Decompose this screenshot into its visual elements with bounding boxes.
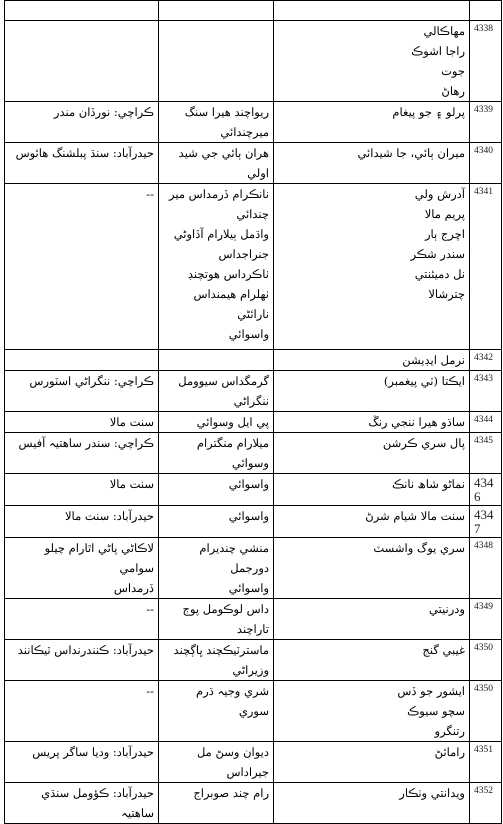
entry-number: 4345 <box>474 436 493 446</box>
title-cell <box>274 102 470 143</box>
publisher-line: ڪراچي: نورڏان مندر <box>53 105 154 119</box>
title-cell <box>274 184 470 350</box>
publisher-cell <box>5 1 159 21</box>
title-line: رهاڻ <box>441 84 465 98</box>
author-line: ننگراڻي <box>233 394 269 408</box>
publisher-line: سنت مالا <box>109 415 154 429</box>
publisher-cell <box>5 783 159 824</box>
title-line: ويدانتي وٺڪار <box>399 786 465 800</box>
publisher-cell <box>5 742 159 783</box>
author-cell <box>159 599 274 640</box>
publisher-line: حيدرآباد: ڪنندرنداس ٽيڪانند <box>17 643 154 657</box>
catalog-row <box>5 143 502 184</box>
title-line: غيبي گنج <box>422 643 465 657</box>
publisher-cell <box>5 102 159 143</box>
author-line: واسوائي <box>228 581 269 595</box>
entry-number: 4342 <box>474 353 493 363</box>
publisher-cell <box>5 506 159 538</box>
author-line: ميرچندائي <box>220 125 269 139</box>
title-line: پريم مالا <box>424 207 465 221</box>
title-cell <box>274 506 470 538</box>
entry-number-cell <box>470 143 502 184</box>
catalog-row <box>5 599 502 640</box>
entry-number-cell <box>470 412 502 433</box>
title-line: راجا اشوڪ <box>411 44 465 58</box>
catalog-row <box>5 184 502 350</box>
title-cell <box>274 538 470 599</box>
author-cell <box>159 538 274 599</box>
title-line: ايڪتا (ٽي پيغمبر) <box>383 374 465 388</box>
author-line: جنراجداس <box>218 247 269 261</box>
catalog-table <box>4 0 502 824</box>
entry-number-cell <box>470 538 502 599</box>
title-line: نل دميئنتي <box>414 267 465 281</box>
author-line: هران ٻائي جي شيد اولي <box>178 146 269 180</box>
title-cell <box>274 599 470 640</box>
title-cell <box>274 412 470 433</box>
author-cell <box>159 433 274 474</box>
author-line: چندائي <box>236 207 269 221</box>
author-cell <box>159 474 274 506</box>
publisher-line: -- <box>146 187 154 201</box>
catalog-row <box>5 412 502 433</box>
author-cell <box>159 1 274 21</box>
publisher-cell <box>5 538 159 599</box>
author-line: ديوان وسڻ مل <box>196 745 269 759</box>
entry-number-cell <box>470 599 502 640</box>
title-line: سري يوگ واشسٽ <box>373 541 465 555</box>
entry-number: 4341 <box>474 187 493 197</box>
publisher-line: حيدرآباد: وديا ساگر پريس <box>32 745 154 759</box>
entry-number-cell <box>470 184 502 350</box>
title-line: ميران ٻائي، جا شيدائي <box>357 146 465 160</box>
title-line: سچو سيوڪ <box>407 704 465 718</box>
author-line: ريواچند هيرا سنگ <box>184 105 269 119</box>
catalog-row <box>5 506 502 538</box>
title-cell <box>274 21 470 102</box>
catalog-row <box>5 742 502 783</box>
entry-number: 4340 <box>474 146 493 156</box>
author-line: منشي چنديرام دورجمل <box>199 541 269 575</box>
entry-number: 4344 <box>474 415 493 425</box>
entry-number: 4339 <box>474 105 493 115</box>
title-cell <box>274 371 470 412</box>
title-cell <box>274 783 470 824</box>
author-line: جيراداس <box>226 765 269 779</box>
title-line: ساڌو هيرا ننجي رنڱ <box>368 415 465 429</box>
entry-number: 4351 <box>474 745 493 755</box>
entry-number-cell <box>470 350 502 371</box>
entry-number-cell <box>470 371 502 412</box>
author-line: واسوائي <box>228 477 269 491</box>
entry-number-cell <box>470 474 502 506</box>
publisher-cell <box>5 433 159 474</box>
author-cell <box>159 350 274 371</box>
entry-number: 434 7 <box>474 507 494 536</box>
catalog-row <box>5 102 502 143</box>
author-line: داس لوڪومل پوڄ <box>182 602 269 616</box>
title-cell <box>274 474 470 506</box>
title-line: چترشالا <box>428 287 465 301</box>
entry-number: 4338 <box>474 24 493 34</box>
catalog-body <box>5 1 502 824</box>
catalog-row <box>5 538 502 599</box>
entry-number: 4352 <box>474 786 493 796</box>
title-line: آدرش ولي <box>414 187 465 201</box>
author-cell <box>159 143 274 184</box>
author-cell <box>159 681 274 742</box>
entry-number-cell <box>470 433 502 474</box>
author-line: ماسترٽيڪچند ڀاڳچند <box>173 643 269 657</box>
publisher-cell <box>5 412 159 433</box>
title-cell <box>274 1 470 21</box>
author-cell <box>159 783 274 824</box>
catalog-row <box>5 1 502 21</box>
author-line: واسوائي <box>228 509 269 523</box>
entry-number-cell <box>470 742 502 783</box>
entry-number-cell <box>470 102 502 143</box>
entry-number-cell <box>470 1 502 21</box>
author-cell <box>159 412 274 433</box>
entry-number-cell <box>470 21 502 102</box>
catalog-row <box>5 474 502 506</box>
publisher-cell <box>5 371 159 412</box>
publisher-line: -- <box>146 684 154 698</box>
author-cell <box>159 742 274 783</box>
title-line: پال سري ڪرشن <box>382 436 465 450</box>
author-line: ميلارام منگترام <box>196 436 269 450</box>
author-cell <box>159 371 274 412</box>
author-line: وزيراڻي <box>232 663 269 677</box>
author-line: تاراچند <box>236 622 269 636</box>
publisher-cell <box>5 599 159 640</box>
title-line: پرلو ۽ جو پيغام <box>392 105 465 119</box>
catalog-row <box>5 783 502 824</box>
publisher-cell <box>5 21 159 102</box>
author-line: واڌمل ٻيلارام آڏاوڻي <box>173 227 269 241</box>
title-line: مهاڪالي <box>423 24 465 38</box>
title-cell <box>274 433 470 474</box>
publisher-line: ڏرمداس <box>113 581 154 595</box>
author-line: گرمگداس سيوومل <box>178 374 269 388</box>
title-line: ودرنيتي <box>429 602 465 616</box>
entry-number-cell <box>470 681 502 742</box>
author-line: وسوائي <box>231 456 269 470</box>
author-cell <box>159 21 274 102</box>
title-cell <box>274 640 470 681</box>
publisher-cell <box>5 350 159 371</box>
catalog-page <box>4 0 501 824</box>
publisher-cell <box>5 184 159 350</box>
title-line: نرمل ايڊيشن <box>402 353 465 367</box>
publisher-line: حيدرآباد: ڪؤومل سنڌي ساهتيہ <box>41 786 154 820</box>
title-line: جوت <box>441 64 465 78</box>
title-line: رامائڻ <box>434 745 465 759</box>
entry-number: 4349 <box>474 602 493 612</box>
publisher-line: حيدرآباد: سنت مالا <box>65 509 154 523</box>
title-cell <box>274 742 470 783</box>
publisher-cell <box>5 474 159 506</box>
entry-number: 4350 <box>474 684 493 694</box>
entry-number: 434 6 <box>474 475 494 504</box>
publisher-cell <box>5 143 159 184</box>
author-line: نارائڻي <box>237 307 269 321</box>
title-line: سنت مالا شيام شرڻ <box>365 509 465 523</box>
publisher-line: -- <box>146 602 154 616</box>
author-cell <box>159 184 274 350</box>
title-line: اڇرج ٻار <box>425 227 465 241</box>
title-line: نماڻو شاھ نانڪ <box>392 477 465 491</box>
publisher-line: ڪراچي: سندر ساهتيہ آفيس <box>18 436 154 450</box>
catalog-row <box>5 350 502 371</box>
author-line: نانڪرام ڏرمداس مير <box>169 187 269 201</box>
author-line: واسوائي <box>228 327 269 341</box>
entry-number-cell <box>470 783 502 824</box>
publisher-line: ڪراچي: ننگراڻي اسٽورس <box>29 374 154 388</box>
catalog-row <box>5 681 502 742</box>
publisher-cell <box>5 640 159 681</box>
entry-number: 4348 <box>474 541 493 551</box>
title-cell <box>274 681 470 742</box>
author-cell <box>159 506 274 538</box>
title-line: رتنگرو <box>434 724 465 738</box>
entry-number: 4350 <box>474 643 493 653</box>
catalog-row <box>5 433 502 474</box>
catalog-row <box>5 371 502 412</box>
author-line: ٺهلرام هيمنداس <box>193 287 269 301</box>
publisher-line: سنت مالا <box>109 477 154 491</box>
title-cell <box>274 350 470 371</box>
author-cell <box>159 640 274 681</box>
publisher-cell <box>5 681 159 742</box>
author-line: رام چند صوبراج <box>193 786 269 800</box>
title-line: سندر شڪر <box>410 247 465 261</box>
catalog-row <box>5 21 502 102</box>
publisher-line: حيدرآباد: سنڌ پبلشنگ هائوس <box>15 146 154 160</box>
author-cell <box>159 102 274 143</box>
author-line: ٺاڪرداس هوتچنڊ <box>187 267 269 281</box>
entry-number-cell <box>470 640 502 681</box>
entry-number: 4343 <box>474 374 493 384</box>
publisher-line: لاڪاڻي پاڻي اٿارام چيلو سوامي <box>44 541 154 575</box>
author-line: پي ايل وسوائي <box>196 415 269 429</box>
title-line: ايشور جو ڏس <box>397 684 465 698</box>
catalog-row <box>5 640 502 681</box>
title-cell <box>274 143 470 184</box>
entry-number-cell <box>470 506 502 538</box>
author-line: شري وجيہ ڌرم سوري <box>196 684 269 718</box>
